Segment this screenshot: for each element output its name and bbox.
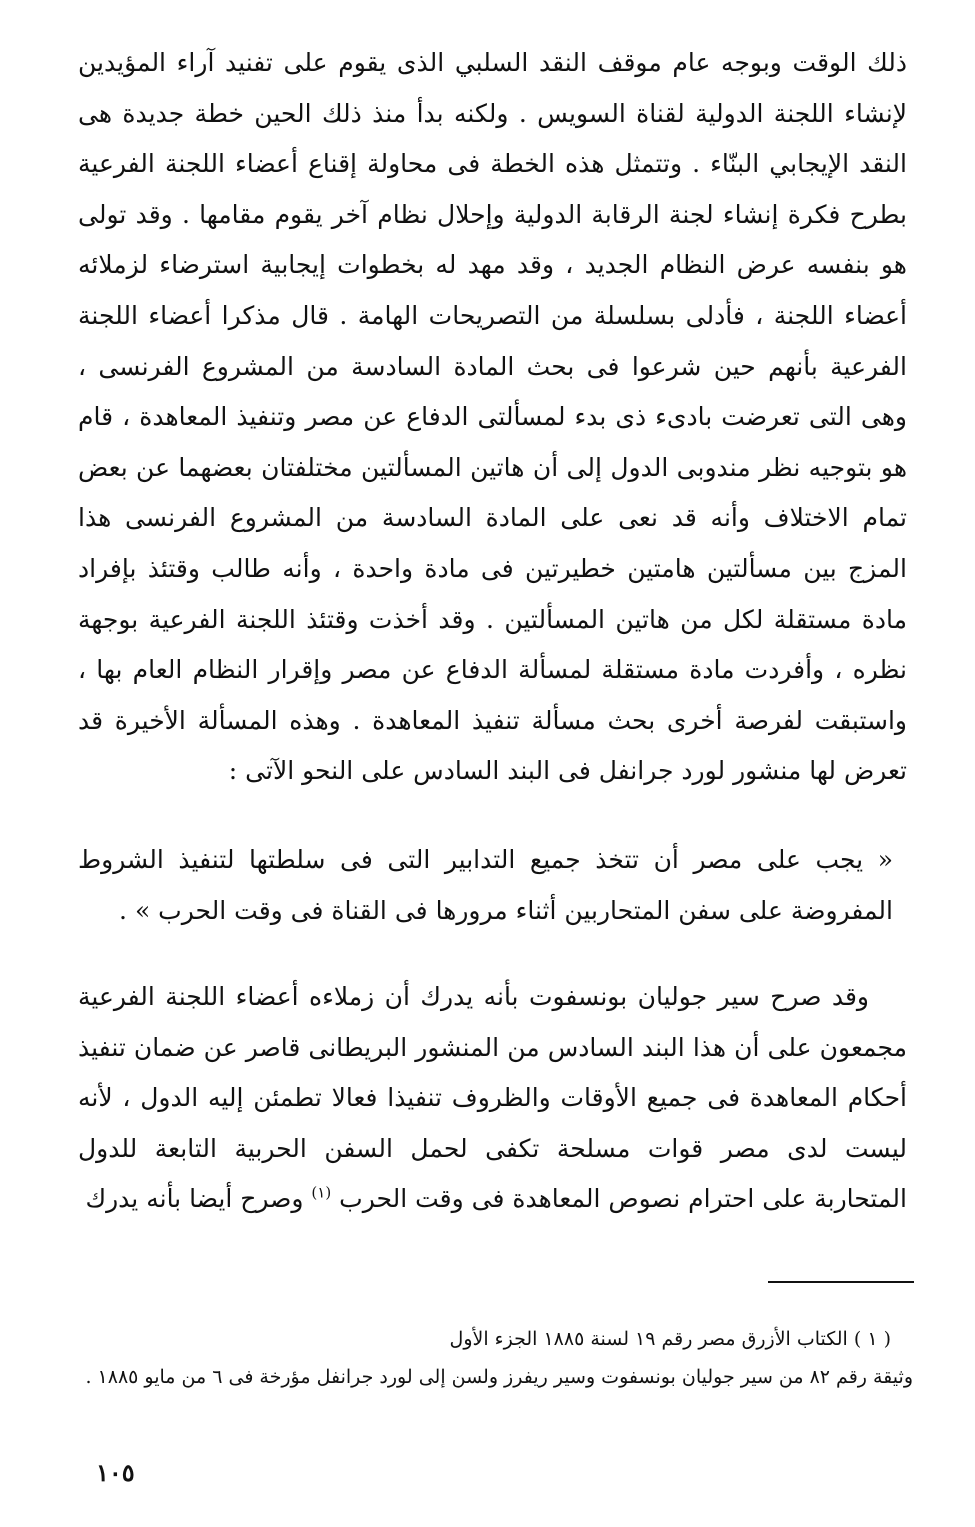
body-text — [78, 38, 907, 1225]
page-number: ١٠٥ — [96, 1458, 135, 1487]
quoted-clause: « يجب على مصر أن تتخذ جميع التدابير التى فى سلطتها لتنفيذ الشروط المفروضة على سفن المتحاربين أثناء مرورها فى القناة فى وقت الحرب » . — [78, 844, 893, 925]
second-paragraph — [78, 972, 907, 1225]
footnote-separator — [768, 1281, 914, 1283]
second-paragraph-continuation: وصرح أيضا بأنه يدرك — [85, 1184, 304, 1214]
footnote-reference: (١) — [311, 1184, 332, 1203]
main-paragraph: ذلك الوقت وبوجه عام موقف النقد السلبي الذى يقوم على تفنيد آراء المؤيدين لإنشاء اللجنة الدولية لقناة السويس . ولكنه بدأ منذ ذلك الحين خطة جديدة هى النقد الإيجابي البنّاء . وتتمثل هذه الخطة فى محاولة إقناع أعضاء اللجنة الفرعية بطرح فكرة إنشاء لجنة الرقابة الدولية وإحلال نظام آخر يقوم مقامها . وقد تولى هو بنفسه عرض النظام الجديد ، وقد مهد له بخطوات إيجابية استرضاء لزملائه أعضاء اللجنة ، فأدلى بسلسلة من التصريحات الهامة . قال مذكرا أعضاء اللجنة الفرعية بأنهم حين شرعوا فى بحث المادة السادسة من المشروع الفرنسى ، وهى التى تعرضت بادىء ذى بدء لمسألتى الدفاع عن مصر وتنفيذ المعاهدة ، قام هو بتوجيه نظر مندوبى الدول إلى أن هاتين المسألتين مختلفتان بعضهما عن بعض تمام الاختلاف وأنه قد نعى على المادة السادسة من المشروع الفرنسى هذا المزج بين مسألتين هامتين خطيرتين فى مادة واحدة ، وأنه طالب وقتئذ بإفراد مادة مستقلة لكل من هاتين المسألتين . وقد أخذت وقتئذ اللجنة الفرعية بوجهة نظره ، وأفردت مادة مستقلة لمسألة الدفاع عن مصر وإقرار النظام العام بها ، واستبقت لفرصة أخرى بحث مسألة تنفيذ المعاهدة . وهذه المسألة الأخيرة قد تعرض لها منشور لورد جرانفل فى البند السادس على النحو الآتى : — [78, 48, 907, 786]
second-paragraph-text: وقد صرح سير جوليان بونسفوت بأنه يدرك أن زملاءه أعضاء اللجنة الفرعية مجمعون على أن هذا البند السادس من المنشور البريطانى قاصر عن ضمان تنفيذ أحكام المعاهدة فى جميع الأوقات والظروف تنفيذا فعالا تطمئن إليه الدول ، لأنه ليست لدى مصر قوات مسلحة تكفى لحمل السفن الحربية التابعة للدول المتحاربة على احترام نصوص المعاهدة فى وقت الحرب — [78, 982, 907, 1214]
footnote-1-document: وثيقة رقم ٨٢ من سير جوليان بونسفوت وسير ريفرز ولسن إلى لورد جرانفل مؤرخة فى ٦ من مايو ١٨٨٥ . — [85, 1366, 913, 1388]
footnotes — [70, 1320, 913, 1396]
footnote-1-source: ( ١ ) الكتاب الأزرق مصر رقم ١٩ لسنة ١٨٨٥ الجزء الأول — [449, 1328, 891, 1350]
